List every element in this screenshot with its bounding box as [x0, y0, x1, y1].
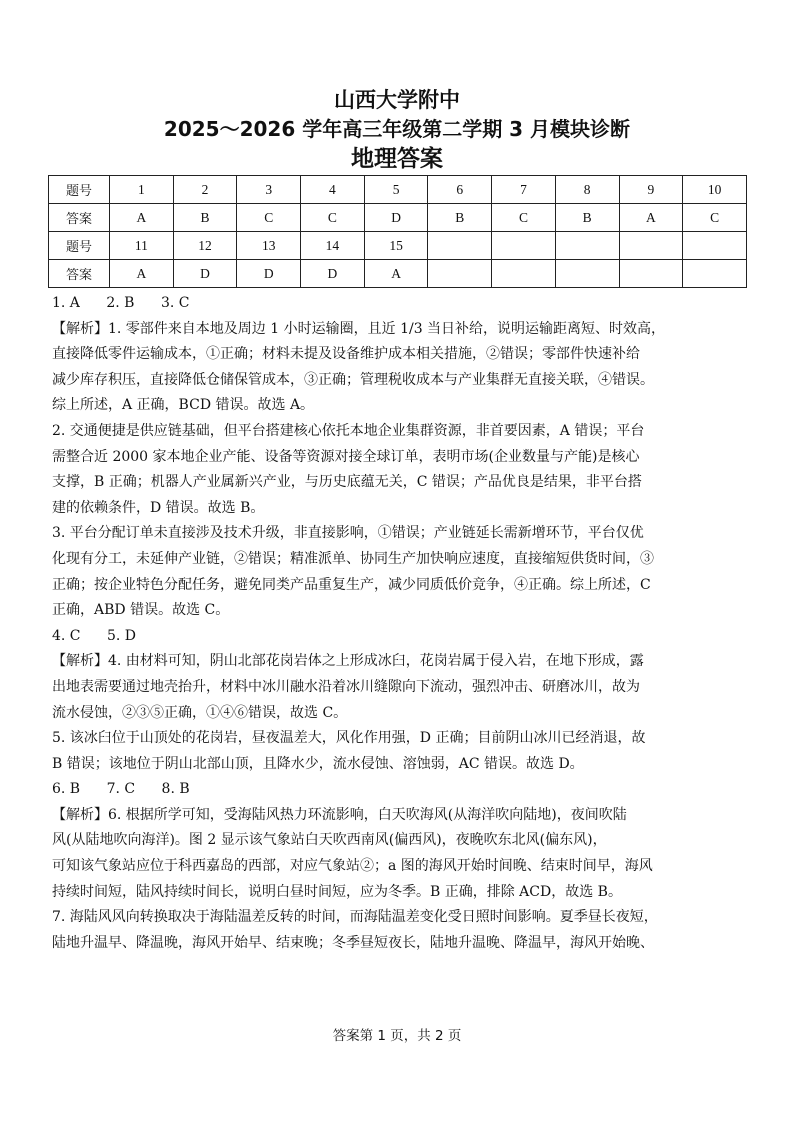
answer-cell: D: [173, 260, 237, 288]
question-number-cell: [555, 232, 619, 260]
text-line: 需整合近 2000 家本地企业产能、设备等资源对接全球订单，表明市场(企业数量与产能)是核心: [52, 448, 640, 465]
answer-8: 8. B: [161, 781, 190, 798]
question-number-cell: [619, 232, 683, 260]
answer-6: 6. B: [52, 781, 81, 798]
text-line: 2. 交通便捷是供应链基础，但平台搭建核心依托本地企业集群资源，非首要因素，A 错误；平台: [52, 422, 645, 439]
answer-3: 3. C: [160, 295, 190, 311]
subject-title: 地理答案: [351, 146, 443, 172]
text-line: 直接降低零件运输成本，①正确；材料未提及设备维护成本相关措施，②错误；零部件快速补给: [52, 346, 640, 363]
text-line: 5. 该冰臼位于山顶处的花岗岩，昼夜温差大，风化作用强，D 正确；目前阴山冰川已经消退，故: [52, 730, 646, 747]
text-line: 【解析】6. 根据所学可知，受海陆风热力环流影响，白天吹海风(从海洋吹向陆地)，夜间吹陆: [52, 806, 627, 823]
answer-cell: D: [364, 204, 428, 232]
text-line: 7. 海陆风风向转换取决于海陆温差反转的时间，而海陆温差变化受日照时间影响。夏季昼长夜短，: [52, 909, 658, 926]
text-line: 陆地升温早、降温晚，海风开始早、结束晚；冬季昼短夜长，陆地升温晚、降温早，海风开始晚、: [52, 934, 654, 951]
answer-cell: B: [428, 204, 492, 232]
text-line: 正确，ABD 错误。故选 C。: [52, 602, 230, 619]
question-number-cell: 15: [364, 232, 428, 260]
question-number-cell: 9: [619, 176, 683, 204]
answer-4: 4. C: [52, 627, 81, 644]
answer-cell: [428, 260, 492, 288]
question-number-cell: 12: [173, 232, 237, 260]
text-line: 综上所述，A 正确，BCD 错误。故选 A。: [52, 397, 315, 414]
row-header: 题号: [49, 176, 110, 204]
answer-2: 2. B: [106, 295, 135, 311]
school-name: 山西大学附中: [334, 88, 460, 112]
question-number-cell: 4: [301, 176, 365, 204]
answer-7: 7. C: [106, 781, 136, 798]
question-number-cell: 11: [110, 232, 174, 260]
text-line: 出地表需要通过地壳抬升，材料中冰川融水沿着冰川缝隙向下流动，强烈冲击、研磨冰川，故为: [52, 678, 640, 695]
question-number-cell: [428, 232, 492, 260]
row-header: 答案: [49, 204, 110, 232]
text-line: 【解析】4. 由材料可知，阴山北部花岗岩体之上形成冰臼，花岗岩属于侵入岩，在地下形成，露: [52, 653, 644, 670]
title-block: [0, 86, 794, 175]
answer-letter-row: [49, 204, 747, 232]
question-number-cell: [492, 232, 556, 260]
question-number-cell: [683, 232, 747, 260]
answer-5: 5. D: [106, 627, 137, 644]
answer-cell: C: [237, 204, 301, 232]
answer-line-group-1: [52, 291, 752, 317]
answer-cell: [492, 260, 556, 288]
exam-title: 2025～2026 学年高三年级第二学期 3 月模块诊断: [163, 117, 631, 141]
answer-table: [48, 175, 747, 288]
page-footer: 答案第 1 页，共 2 页: [332, 1028, 462, 1044]
row-header: 答案: [49, 260, 110, 288]
answer-cell: C: [683, 204, 747, 232]
question-number-row: [49, 232, 747, 260]
question-number-cell: 10: [683, 176, 747, 204]
question-number-cell: 7: [492, 176, 556, 204]
text-line: 正确；按企业特色分配任务，避免同类产品重复生产，减少同质低价竞争，④正确。综上所述，C: [52, 576, 651, 593]
text-line: 化现有分工，未延伸产业链，②错误；精准派单、协同生产加快响应速度，直接缩短供货时间，③: [52, 550, 654, 567]
text-line: 建的依赖条件，D 错误。故选 B。: [52, 499, 265, 516]
answer-cell: [555, 260, 619, 288]
answer-cell: D: [301, 260, 365, 288]
answer-letter-row: [49, 260, 747, 288]
question-number-cell: 8: [555, 176, 619, 204]
explanation-group-3: [52, 803, 752, 957]
question-number-cell: 1: [110, 176, 174, 204]
text-line: 可知该气象站应位于科西嘉岛的西部，对应气象站②；a 图的海风开始时间晚、结束时间早，海风: [52, 858, 653, 875]
question-number-cell: 13: [237, 232, 301, 260]
question-number-cell: 14: [301, 232, 365, 260]
row-header: 题号: [49, 232, 110, 260]
question-number-cell: 3: [237, 176, 301, 204]
explanation-group-2: [52, 649, 752, 777]
answer-cell: B: [555, 204, 619, 232]
answer-cell: A: [110, 260, 174, 288]
answer-1: 1. A: [52, 295, 80, 311]
answer-line-group-2: [52, 624, 752, 650]
answer-cell: A: [619, 204, 683, 232]
text-line: 风(从陆地吹向海洋)。图 2 显示该气象站白天吹西南风(偏西风)，夜晚吹东北风(偏东风)，: [52, 832, 607, 849]
answer-cell: [683, 260, 747, 288]
question-number-cell: 6: [428, 176, 492, 204]
answer-cell: D: [237, 260, 301, 288]
answer-cell: A: [364, 260, 428, 288]
answer-cell: A: [110, 204, 174, 232]
text-line: 减少库存积压，直接降低仓储保管成本，③正确；管理税收成本与产业集群无直接关联，④错误。: [52, 371, 654, 388]
text-line: 持续时间短，陆风持续时间长，说明白昼时间短，应为冬季。B 正确，排除 ACD，故选 B。: [52, 883, 622, 900]
question-number-cell: 5: [364, 176, 428, 204]
text-line: 流水侵蚀，②③⑤正确，①④⑥错误，故选 C。: [52, 704, 348, 721]
question-number-cell: 2: [173, 176, 237, 204]
answer-cell: C: [492, 204, 556, 232]
text-line: 支撑，B 正确；机器人产业属新兴产业，与历史底蕴无关，C 错误；产品优良是结果，非平台搭: [52, 474, 642, 491]
text-line: 3. 平台分配订单未直接涉及技术升级，非直接影响，①错误；产业链延长需新增环节，平台仅优: [52, 525, 644, 542]
answer-line-group-3: [52, 777, 752, 803]
answer-cell: C: [301, 204, 365, 232]
explanation-body: [52, 291, 752, 956]
question-number-row: [49, 176, 747, 204]
answer-cell: B: [173, 204, 237, 232]
text-line: 【解析】1. 零部件来自本地及周边 1 小时运输圈，且近 1/3 当日补给，说明运输距离短、时效高，: [52, 320, 666, 337]
explanation-group-1: [52, 317, 752, 624]
answer-cell: [619, 260, 683, 288]
text-line: B 错误；该地位于阴山北部山顶，且降水少，流水侵蚀、溶蚀弱，AC 错误。故选 D。: [52, 755, 584, 772]
